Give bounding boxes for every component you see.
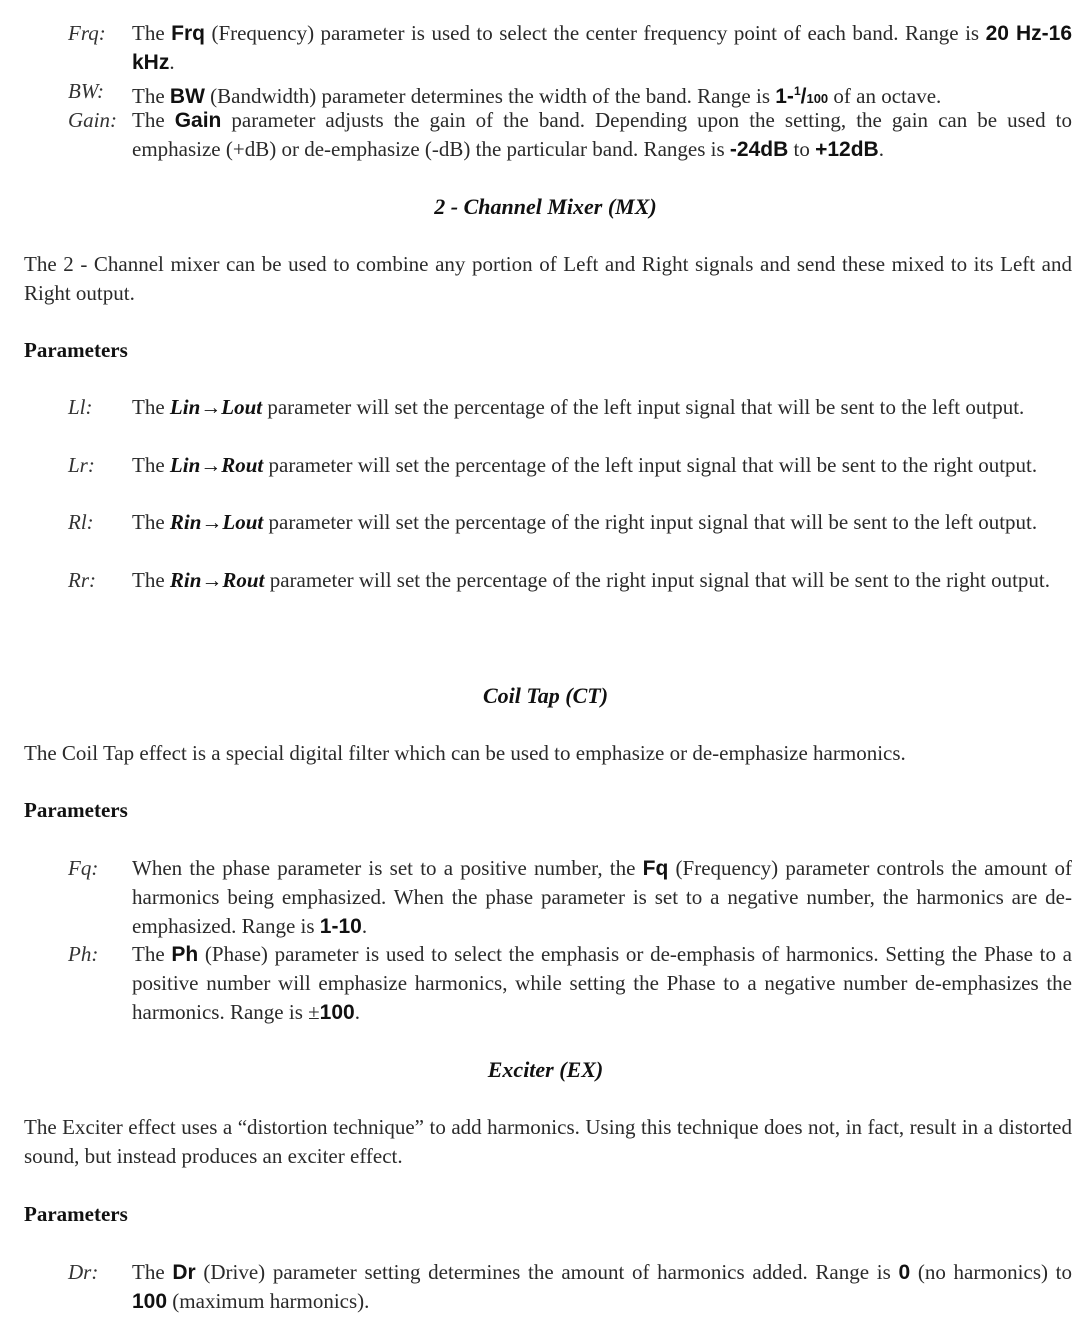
rl-description: The Rin→Lout parameter will set the percentage of the right input signal that will be sent to the left output.	[132, 510, 1038, 534]
fq-description: When the phase parameter is set to a positive number, the Fq (Frequency) parameter controls the amount of harmonics being emphasized. When the phase parameter is set to a negative number, the harmonics are de-emphasized. Range is 1-10.	[132, 856, 1072, 938]
exciter-heading: Exciter (EX)	[487, 1057, 604, 1082]
lr-description: The Lin→Rout parameter will set the percentage of the left input signal that will be sent to the right output.	[132, 453, 1038, 477]
term-gain: Gain:	[68, 108, 117, 132]
frq-description: The Frq (Frequency) parameter is used to select the center frequency point of each band. Range is 20 Hz-16 kHz.	[132, 21, 1073, 74]
coil-intro: The Coil Tap effect is a special digital filter which can be used to emphasize or de-emphasize harmonics.	[24, 741, 906, 765]
term-frq: Frq:	[68, 21, 106, 45]
mixer-parameters-label: Parameters	[24, 338, 128, 362]
exciter-parameters-label: Parameters	[24, 1202, 128, 1226]
ll-description: The Lin→Lout parameter will set the percentage of the left input signal that will be sent to the left output.	[132, 395, 1025, 419]
term-ll: Ll:	[68, 395, 93, 419]
mixer-intro: The 2 - Channel mixer can be used to combine any portion of Left and Right signals and send these mixed to its Left and Right output.	[24, 252, 1072, 305]
coil-heading: Coil Tap (CT)	[482, 683, 609, 708]
coil-parameters-label: Parameters	[24, 798, 128, 822]
gain-description: The Gain parameter adjusts the gain of the band. Depending upon the setting, the gain can be used to emphasize (+dB) or de-emphasize (-dB) the particular band. Ranges is -24dB to +12dB.	[132, 108, 1072, 161]
term-rl: Rl:	[68, 510, 94, 534]
bw-description: The BW (Bandwidth) parameter determines the width of the band. Range is 1-$^1$/100 of an octave.	[132, 84, 942, 108]
term-lr: Lr:	[68, 453, 95, 477]
rr-description: The Rin→Rout parameter will set the percentage of the right input signal that will be sent to the right output.	[132, 568, 1050, 592]
dr-description: The Dr (Drive) parameter setting determines the amount of harmonics added. Range is 0 (no harmonics) to 100 (maximum harmonics).	[132, 1260, 1073, 1313]
term-ph: Ph:	[68, 942, 99, 966]
term-fq: Fq:	[68, 856, 99, 880]
term-rr: Rr:	[68, 568, 96, 592]
exciter-intro: The Exciter effect uses a “distortion technique” to add harmonics. Using this technique does not, in fact, result in a distorted sound, but instead produces an exciter effect.	[24, 1115, 1072, 1168]
ph-description: The Ph (Phase) parameter is used to select the emphasis or de-emphasis of harmonics. Setting the Phase to a positive number will emphasize harmonics, while setting the Phase to a negative number de-emphasizes the harmonics. Range is ±100.	[132, 942, 1072, 1024]
term-bw: BW:	[68, 79, 104, 103]
mixer-heading: 2 - Channel Mixer (MX)	[434, 194, 657, 219]
term-dr: Dr:	[68, 1260, 99, 1284]
